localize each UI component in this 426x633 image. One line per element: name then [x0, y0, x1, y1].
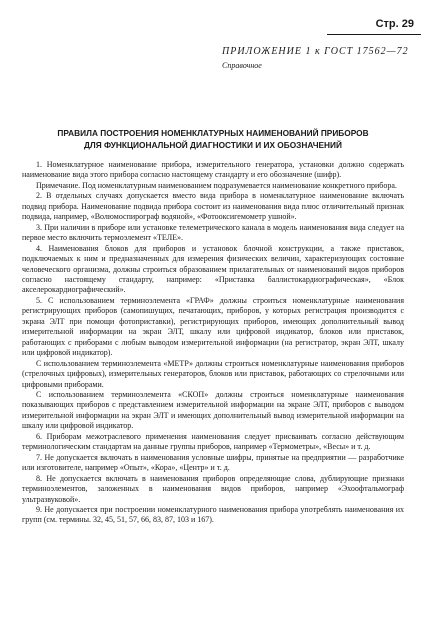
paragraph-5-metr: С использованием терминоэлемента «МЕТР» должны строиться номенклатурные наименования приборов (стрелочных цифровых), измерительных генераторов, блоков или приставок, работающих со стрелочными или цифровыми приборами.: [22, 358, 404, 389]
appendix-heading: ПРИЛОЖЕНИЕ 1 к ГОСТ 17562—72: [222, 46, 409, 57]
paragraph-6: 6. Приборам межотраслевого применения наименования следует присваивать согласно действующим терминологическим стандартам на данные группы приборов, например «Термометры», «Весы» и т. д.: [22, 431, 404, 452]
note-paragraph: Примечание. Под номенклатурным наименованием подразумевается наименование конкретного прибора.: [36, 180, 397, 190]
paragraph-1: 1. Номенклатурное наименование прибора, измерительного генератора, установки должно содержать наименование вида этого прибора согласно настоящему стандарту и его обозначение (шифр).: [22, 160, 404, 180]
title-line: ПРАВИЛА ПОСТРОЕНИЯ НОМЕНКЛАТУРНЫХ НАИМЕНОВАНИЙ ПРИБОРОВ: [57, 128, 369, 138]
paragraph-9: 9. Не допускается при построении номенклатурного наименования прибора употреблять наименования их групп (см. термины. 32, 45, 51, 57, 66, 83, 87, 103 и 167).: [22, 504, 404, 525]
paragraph-5-skop: С использованием терминоэлемента «СКОП» должны строиться номенклатурные наименования показывающих приборов с представлением измерительной информации на экране ЭЛТ, приборов с выводом измерительной информации на экран ЭЛТ и имеющих дополнительный вывод измерительной информации на шкалу или цифровой индикатор.: [22, 389, 404, 431]
paragraph-4: 4. Наименования блоков для приборов и установок блочной конструкции, а также приставок, подключаемых к ним и предназначенных для измерения физических величин, характеризующих состояние человеческого организма, должны строиться образованием прилагательных от наименований видов приборов согласно настоящему стандарту, например: «Приставка баллистокардиографическая», «Блок акселерокардиографический».: [22, 243, 404, 295]
paragraph-8: 8. Не допускается включать в наименования приборов определяющие слова, дублирующие признаки терминоэлементов, заложенных в наименования видов приборов, например «Эхоофтальмограф ультразвуковой».: [22, 473, 404, 504]
paragraph-5: 5. С использованием терминоэлемента «ГРАФ» должны строиться номенклатурные наименования регистрирующих приборов (самопишущих, печатающих, приборов, у которых регистрация производится с экрана ЭЛТ при помощи фотоприставки), регистрирующих приборов, имеющих дополнительный вывод измерительной информации на экран ЭЛТ, шкалу или цифровой индикатор, блоков или приставок, работающих с приборами с любым выводом измерительной информации (на регистратор, экран ЭЛТ, шкалу или цифровой индикатор).: [22, 295, 404, 358]
paragraph-7: 7. Не допускается включать в наименования условные шифры, принятые на предприятии — разработчике или изготовителе, например «Опыт», «Кора», «Центр» и т. д.: [22, 452, 404, 473]
title-line: ДЛЯ ФУНКЦИОНАЛЬНОЙ ДИАГНОСТИКИ И ИХ ОБОЗНАЧЕНИЙ: [84, 140, 342, 150]
body-text: [22, 160, 404, 526]
section-title: [22, 127, 404, 151]
page-number: Стр. 29: [375, 18, 414, 30]
reference-label: Справочное: [222, 61, 262, 70]
header-rule: [327, 34, 421, 35]
paragraph-2: 2. В отдельных случаях допускается вместо вида прибора в номенклатурное наименование включать подвид прибора. Наименование подвида прибора состоит из наименования вида плюс отличительный признак подвида, например, «Волюмоспирограф водяной», «Фотооксигемометр ушной».: [22, 191, 404, 222]
paragraph-3: 3. При наличии в приборе или установке телеметрического канала в модель наименования вида следует на первое место включить термоэлемент «ТЕЛЕ».: [22, 222, 404, 243]
